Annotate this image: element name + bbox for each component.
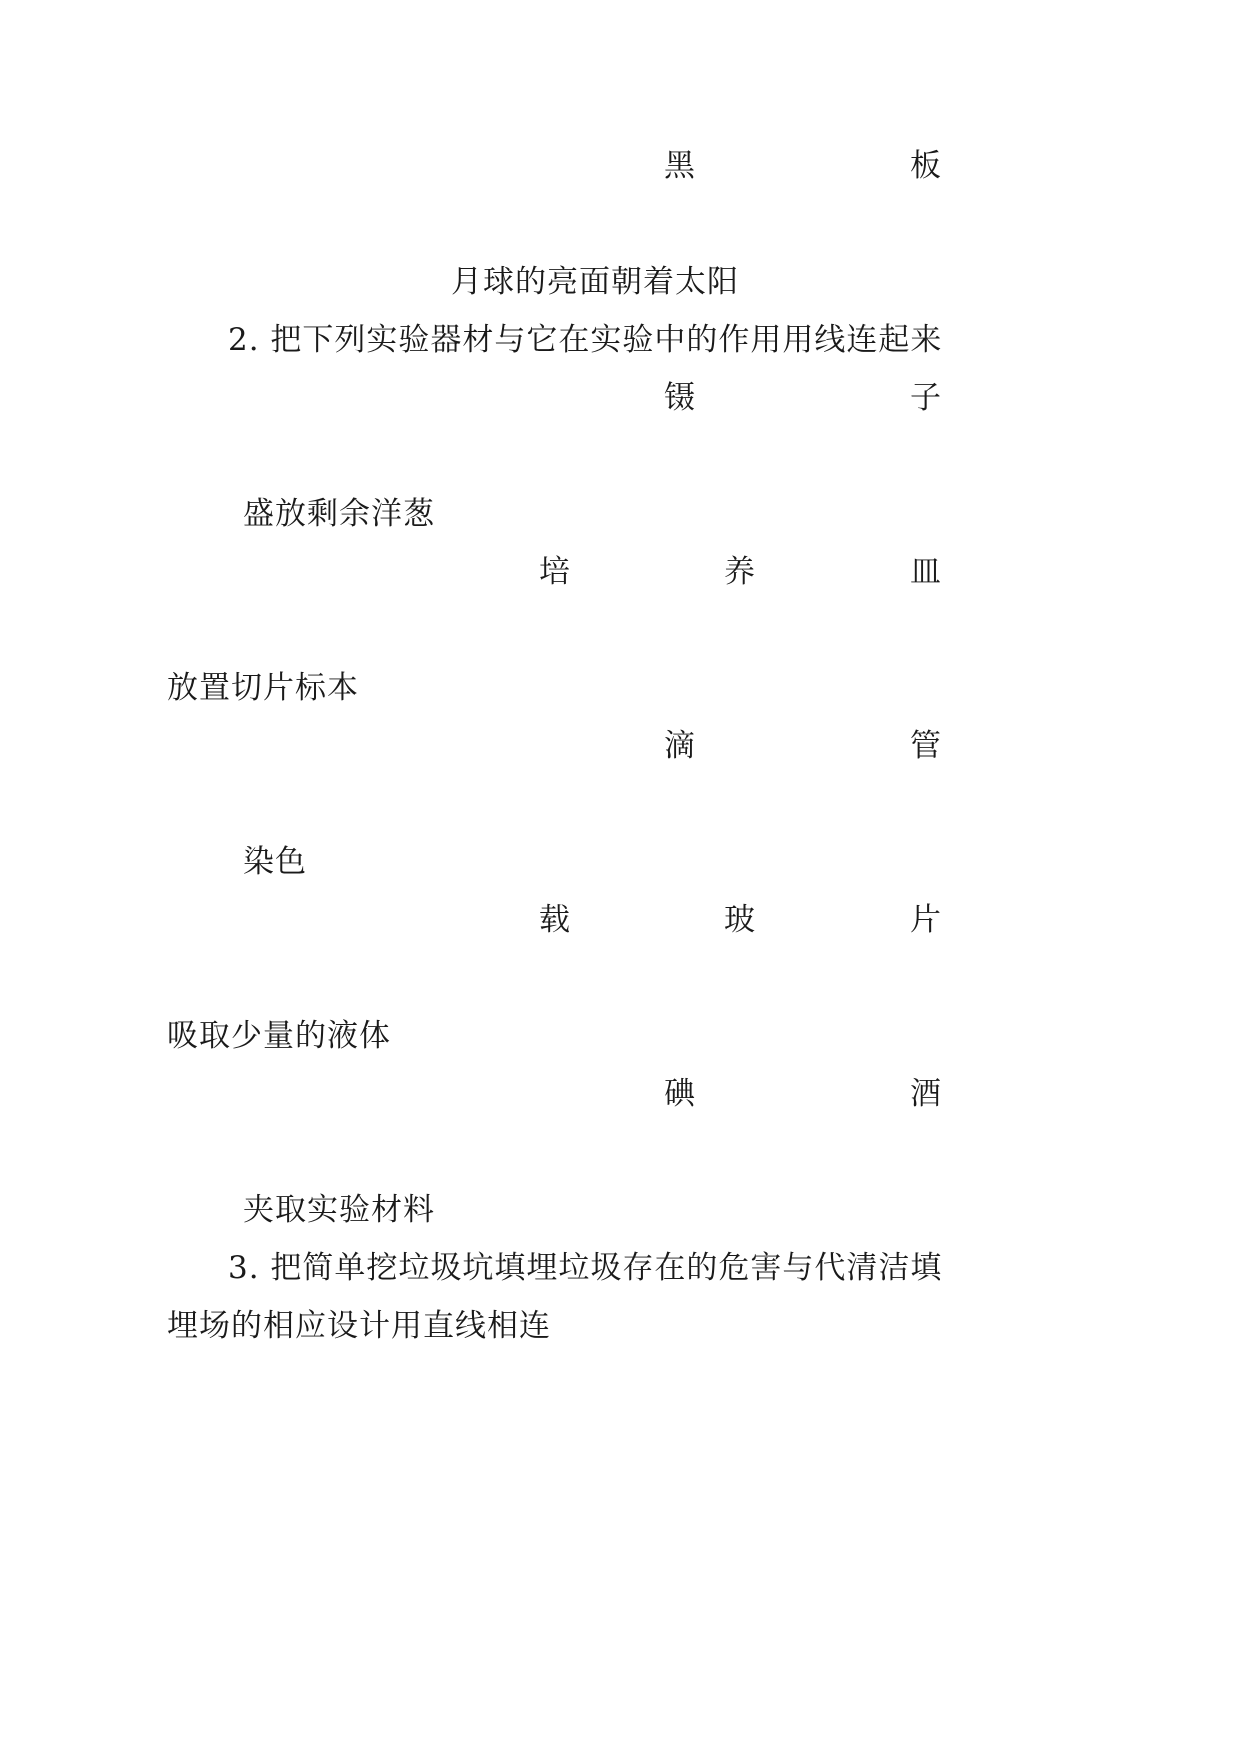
blackboard-label-right: 板 xyxy=(910,148,942,184)
slide-char-1: 载 xyxy=(539,902,571,938)
tweezers-label-right: 子 xyxy=(910,380,942,416)
blackboard-label-left: 黑 xyxy=(664,148,696,184)
petri-dish-char-1: 培 xyxy=(539,554,571,590)
tweezers-label-left: 镊 xyxy=(664,380,696,416)
use-absorb-liquid: 吸取少量的液体 xyxy=(167,1018,391,1054)
question-3-title-line-2: 埋场的相应设计用直线相连 xyxy=(167,1308,551,1344)
iodine-label-right: 酒 xyxy=(910,1076,942,1112)
slide-char-3: 片 xyxy=(910,902,942,938)
dropper-label-right: 管 xyxy=(910,728,942,764)
use-place-slice: 放置切片标本 xyxy=(167,670,359,706)
use-stain: 染色 xyxy=(243,844,307,880)
dropper-label-left: 滴 xyxy=(664,728,696,764)
iodine-label-left: 碘 xyxy=(664,1076,696,1112)
slide-char-2: 玻 xyxy=(724,902,756,938)
use-hold-onion: 盛放剩余洋葱 xyxy=(243,496,435,532)
question-2-title: 2. 把下列实验器材与它在实验中的作用用线连起来 xyxy=(228,322,943,358)
petri-dish-char-2: 养 xyxy=(724,554,756,590)
use-clamp-material: 夹取实验材料 xyxy=(243,1192,435,1228)
moon-bright-side-text: 月球的亮面朝着太阳 xyxy=(451,264,739,300)
petri-dish-char-3: 皿 xyxy=(910,554,942,590)
question-3-title-line-1: 3. 把简单挖垃圾坑填埋垃圾存在的危害与代清洁填 xyxy=(228,1250,943,1286)
